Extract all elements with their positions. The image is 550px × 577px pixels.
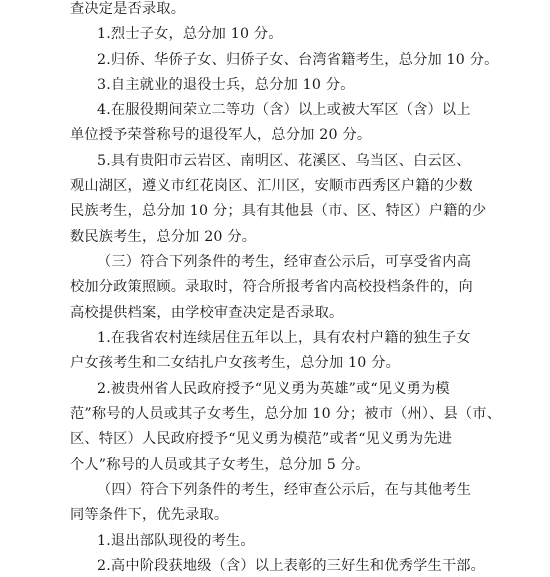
text-line: 2.归侨、华侨子女、归侨子女、台湾省籍考生，总分加 10 分。 [97,52,499,68]
text-line: 2.高中阶段获地级（含）以上表彰的三好生和优秀学生干部。 [97,558,486,574]
text-line: 个人”称号的人员或其子女考生，总分加 5 分。 [70,457,370,473]
text-line: 民族考生，总分加 10 分；具有其他县（市、区、特区）户籍的少 [70,203,487,219]
text-line: 同等条件下，优先录取。 [70,507,229,523]
text-line: 1.在我省农村连续居住五年以上，具有农村户籍的独生子女 [97,330,471,346]
text-line: 单位授予荣誉称号的退役军人，总分加 20 分。 [70,127,372,143]
text-line: 5.具有贵阳市云岩区、南明区、花溪区、乌当区、白云区、 [97,153,471,169]
text-line: 户女孩考生和二女结扎户女孩考生，总分加 10 分。 [70,355,401,371]
text-line: 观山湖区，遵义市红花岗区、汇川区，安顺市西秀区户籍的少数 [70,178,473,194]
text-line: 校加分政策照顾。录取时，符合所报考省内高校投档条件的，向 [70,279,473,295]
text-line: 数民族考生，总分加 20 分。 [70,229,257,245]
text-line: 2.被贵州省人民政府授予“见义勇为英雄”或“见义勇为模 [97,381,450,397]
text-line: （三）符合下列条件的考生，经审查公示后，可享受省内高 [97,254,472,270]
text-line: 3.自主就业的退役士兵，总分加 10 分。 [97,77,355,93]
text-line: 查决定是否录取。 [70,1,186,17]
text-line: 区、特区）人民政府授予“见义勇为模范”或者“见义勇为先进 [70,431,453,447]
text-line: 1.退出部队现役的考生。 [97,533,255,549]
text-line: 范”称号的人员或其子女考生，总分加 10 分；被市（州）、县（市、 [70,406,502,422]
text-line: 高校提供档案，由学校审查决定是否录取。 [70,305,344,321]
text-line: 1.烈士子女，总分加 10 分。 [97,26,283,42]
text-line: 4.在服役期间荣立二等功（含）以上或被大军区（含）以上 [97,102,471,118]
text-line: （四）符合下列条件的考生，经审查公示后，在与其他考生 [97,482,472,498]
